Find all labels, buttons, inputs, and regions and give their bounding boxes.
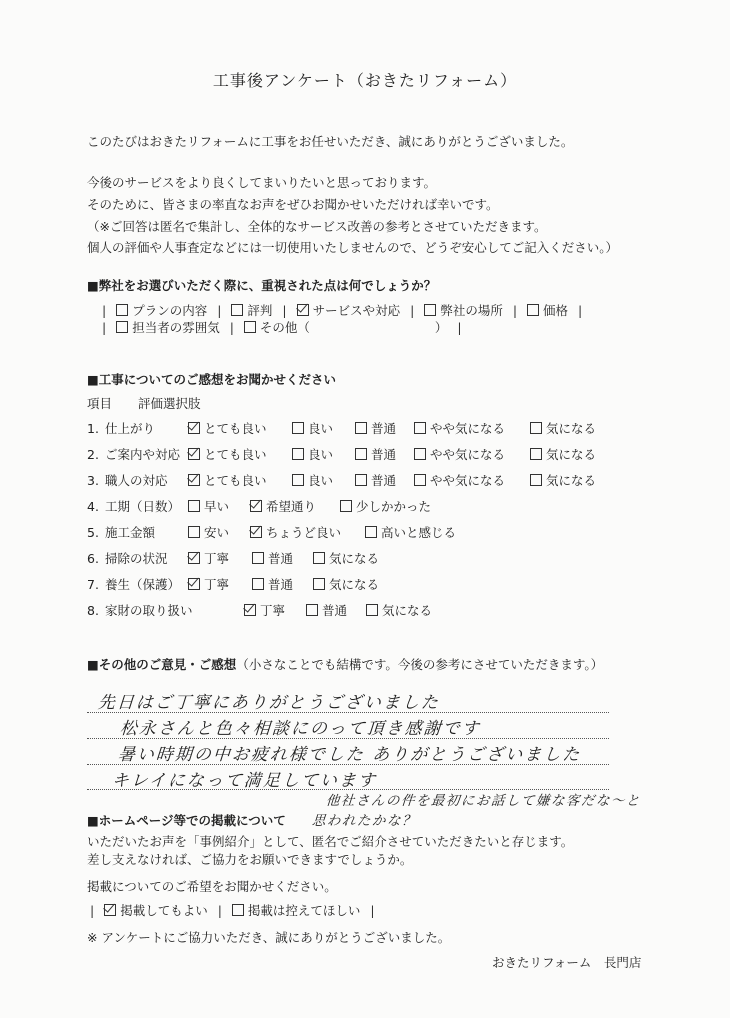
checkbox[interactable]	[355, 422, 367, 434]
q4-text-3: 掲載についてのご希望をお聞かせください。	[87, 879, 337, 894]
checkbox-checked[interactable]	[250, 500, 262, 512]
q2-rating-option-label: 良い	[308, 473, 334, 488]
handwritten-comment-6: 思われたかな？	[311, 813, 418, 829]
q1-option-staff[interactable]: 担当者の雰囲気	[116, 320, 220, 335]
q4-options	[84, 903, 381, 919]
q2-row-number: 1.	[87, 421, 99, 436]
q2-rating-option[interactable]	[530, 421, 596, 437]
q2-rating-option-label: 丁寧	[204, 551, 230, 566]
q2-row-label: 施工金額	[105, 525, 156, 540]
handwritten-comment-2: 松永さんと色々相談にのって頂き感謝です	[119, 719, 482, 739]
q2-row-label: 職人の対応	[105, 473, 168, 488]
q2-row-number: 6.	[87, 551, 99, 566]
q4-text-2: 差し支えなければ、ご協力をお願いできますでしょうか。	[87, 852, 413, 867]
q2-rating-option-label: 普通	[268, 577, 294, 592]
checkbox[interactable]	[231, 304, 243, 316]
q2-row-label: 養生（保護）	[105, 577, 181, 592]
q2-rating-option-label: とても良い	[204, 421, 267, 436]
q2-rating-option[interactable]	[292, 473, 333, 489]
separator: |	[90, 903, 95, 918]
separator: |	[102, 303, 107, 318]
q2-rating-option[interactable]	[355, 473, 396, 489]
page-title: 工事後アンケート（おきたリフォーム）	[212, 71, 518, 90]
q2-rating-option[interactable]	[414, 447, 505, 463]
checkbox[interactable]	[188, 500, 200, 512]
checkbox[interactable]	[355, 448, 367, 460]
q2-rating-option[interactable]	[306, 603, 347, 619]
q1-options-line-1	[96, 303, 588, 319]
q2-row-label: 家財の取り扱い	[105, 603, 193, 618]
q2-rating-option[interactable]	[188, 525, 229, 541]
q2-rating-option[interactable]	[340, 499, 431, 515]
q2-rating-option-label: 普通	[322, 603, 348, 618]
q2-rating-option-label: 普通	[371, 473, 397, 488]
checkbox[interactable]	[530, 422, 542, 434]
checkbox-checked[interactable]	[104, 904, 116, 916]
q2-row-label: 掃除の状況	[105, 551, 168, 566]
checkbox[interactable]	[306, 604, 318, 616]
q2-row-label: 仕上がり	[105, 421, 156, 436]
intro-line-3: そのために、皆さまの率直なお声をぜひお聞かせいただければ幸いです。	[87, 197, 499, 212]
handwritten-comment-5: 他社さんの件を最初にお話して嫌な客だな〜と	[325, 793, 642, 809]
checkbox[interactable]	[232, 904, 244, 916]
checkbox[interactable]	[414, 422, 426, 434]
q2-rating-option-label: 気になる	[329, 551, 380, 566]
q4-option-decline[interactable]: 掲載は控えてほしい	[232, 903, 361, 918]
q2-rating-option[interactable]	[313, 551, 379, 567]
checkbox-checked[interactable]	[188, 448, 200, 460]
checkbox-checked[interactable]	[188, 578, 200, 590]
q2-rating-option-label: 気になる	[382, 603, 433, 618]
q2-row-number: 5.	[87, 525, 99, 540]
q2-rating-option[interactable]	[414, 421, 505, 437]
q2-rating-option[interactable]	[188, 499, 229, 515]
q2-rating-option-label: 気になる	[546, 473, 597, 488]
q2-rating-option[interactable]	[530, 447, 596, 463]
q1-option-location[interactable]: 弊社の場所	[424, 303, 503, 318]
checkbox-checked[interactable]	[188, 422, 200, 434]
q2-row-number: 3.	[87, 473, 99, 488]
separator: |	[578, 303, 583, 318]
q2-rating-option[interactable]	[188, 577, 229, 593]
checkbox[interactable]	[188, 526, 200, 538]
separator: |	[512, 303, 518, 318]
separator: |	[410, 303, 415, 318]
checkbox[interactable]	[424, 304, 436, 316]
q2-rating-option-label: 少しかかった	[356, 499, 432, 514]
q2-row-number: 7.	[87, 577, 99, 592]
q2-rating-option-label: 希望通り	[266, 499, 317, 514]
q2-col-eval: 評価選択肢	[138, 396, 201, 411]
checkbox[interactable]	[116, 304, 128, 316]
q1-option-service[interactable]: サービスや対応	[297, 303, 401, 318]
q2-rating-option[interactable]	[188, 551, 229, 567]
q2-rating-option[interactable]	[188, 473, 267, 489]
q2-rating-option-label: 安い	[204, 525, 230, 540]
q2-rating-option-label: 良い	[308, 421, 334, 436]
separator: |	[457, 320, 462, 335]
checkbox-checked[interactable]	[244, 604, 256, 616]
checkbox[interactable]	[365, 526, 377, 538]
q2-rating-option[interactable]	[365, 525, 456, 541]
q1-option-reputation[interactable]: 評判	[231, 303, 272, 318]
checkbox[interactable]	[414, 474, 426, 486]
q2-rating-option-label: とても良い	[204, 447, 267, 462]
checkbox[interactable]	[116, 321, 128, 333]
q2-rating-option[interactable]	[366, 603, 432, 619]
checkbox[interactable]	[252, 552, 264, 564]
intro-line-5: 個人の評価や人事査定などには一切使用いたしませんので、どうぞ安心してご記入ください。）	[87, 240, 619, 255]
q2-heading: ■工事についてのご感想をお聞かせください	[87, 372, 337, 387]
checkbox[interactable]	[292, 448, 304, 460]
checkbox[interactable]	[530, 448, 542, 460]
handwritten-comment-3: 暑い時期の中お疲れ様でした ありがとうございました	[117, 745, 582, 765]
thanks-note: ※ アンケートにご協力いただき、誠にありがとうございました。	[87, 930, 451, 945]
q2-rating-option-label: 丁寧	[260, 603, 286, 618]
q1-option-price[interactable]: 価格	[527, 303, 568, 318]
q2-rating-option[interactable]	[355, 447, 396, 463]
q2-rating-option-label: やや気になる	[430, 473, 506, 488]
checkbox[interactable]	[313, 578, 325, 590]
q2-rating-option-label: やや気になる	[430, 421, 506, 436]
intro-line-2: 今後のサービスをより良くしてまいりたいと思っております。	[87, 175, 437, 190]
checkbox[interactable]	[252, 578, 264, 590]
separator: |	[102, 320, 107, 335]
q1-option-other[interactable]: その他（ ）	[244, 320, 448, 335]
q2-rating-option-label: 早い	[204, 499, 230, 514]
checkbox[interactable]	[414, 448, 426, 460]
separator: |	[370, 903, 375, 918]
q1-option-plan[interactable]: プランの内容	[116, 303, 207, 318]
q2-rating-option[interactable]	[250, 525, 341, 541]
q4-text-1: いただいたお声を「事例紹介」として、匿名でご紹介させていただきたいと存じます。	[87, 834, 574, 849]
q4-option-allow[interactable]: 掲載してもよい	[104, 903, 208, 918]
checkbox[interactable]	[340, 500, 352, 512]
q1-heading: ■弊社をお選びいただく際に、重視された点は何でしょうか？	[87, 278, 437, 293]
checkbox[interactable]	[292, 474, 304, 486]
checkbox-checked[interactable]	[188, 474, 200, 486]
handwritten-comment-1: 先日はご丁寧にありがとうございました	[97, 693, 441, 713]
q2-row-label: ご案内や対応	[105, 447, 181, 462]
q2-rating-option[interactable]	[252, 551, 293, 567]
q2-rating-option-label: 気になる	[329, 577, 380, 592]
q2-rating-option-label: 気になる	[546, 421, 597, 436]
q2-rating-option[interactable]	[313, 577, 379, 593]
q2-row-number: 2.	[87, 447, 99, 462]
checkbox[interactable]	[313, 552, 325, 564]
q2-row-label: 工期（日数）	[105, 499, 181, 514]
intro-line-1: このたびはおきたリフォームに工事をお任せいただき、誠にありがとうございました。	[87, 134, 574, 149]
q2-rating-option-label: 普通	[371, 421, 397, 436]
checkbox[interactable]	[292, 422, 304, 434]
checkbox[interactable]	[527, 304, 539, 316]
separator: |	[282, 303, 287, 318]
checkbox-checked[interactable]	[250, 526, 262, 538]
intro-line-4: （※ご回答は匿名で集計し、全体的なサービス改善の参考とさせていただきます。	[87, 219, 547, 234]
q2-rating-option-label: ちょうど良い	[266, 525, 342, 540]
checkbox[interactable]	[530, 474, 542, 486]
q2-rating-option[interactable]	[244, 603, 285, 619]
q2-rating-option[interactable]	[292, 447, 333, 463]
q2-rating-option-label: 良い	[308, 447, 334, 462]
checkbox-checked[interactable]	[297, 304, 309, 316]
q3-heading: ■その他のご意見・ご感想（小さなことでも結構です。今後の参考にさせていただきます。）	[87, 657, 604, 672]
q2-rating-option[interactable]	[292, 421, 333, 437]
q2-rating-option-label: 高いと感じる	[381, 525, 457, 540]
q2-rating-option-label: 気になる	[546, 447, 597, 462]
separator: |	[217, 303, 222, 318]
checkbox[interactable]	[366, 604, 378, 616]
footer-shop-name: おきたリフォーム 長門店	[492, 955, 642, 970]
q2-rating-option[interactable]	[355, 421, 396, 437]
separator: |	[229, 320, 234, 335]
q2-rating-option[interactable]	[188, 421, 267, 437]
q2-rating-option-label: 普通	[371, 447, 397, 462]
q2-col-item: 項目	[87, 396, 113, 411]
q2-rating-option[interactable]	[188, 447, 267, 463]
handwritten-comment-4: キレイになって満足しています	[111, 771, 378, 791]
q2-rating-option-label: 丁寧	[204, 577, 230, 592]
q2-rating-option[interactable]	[530, 473, 596, 489]
checkbox[interactable]	[244, 321, 256, 333]
q4-heading: ■ホームページ等での掲載について	[87, 813, 286, 828]
q2-rating-option-label: やや気になる	[430, 447, 506, 462]
q2-rating-option[interactable]	[414, 473, 505, 489]
separator: |	[217, 903, 222, 918]
q2-rating-option[interactable]	[252, 577, 293, 593]
q2-rating-option-label: とても良い	[204, 473, 267, 488]
q2-row-number: 8.	[87, 603, 99, 618]
q2-rating-option[interactable]	[250, 499, 316, 515]
q2-rating-option-label: 普通	[268, 551, 294, 566]
checkbox[interactable]	[355, 474, 367, 486]
q1-options-line-2	[96, 320, 468, 336]
q2-row-number: 4.	[87, 499, 99, 514]
checkbox-checked[interactable]	[188, 552, 200, 564]
